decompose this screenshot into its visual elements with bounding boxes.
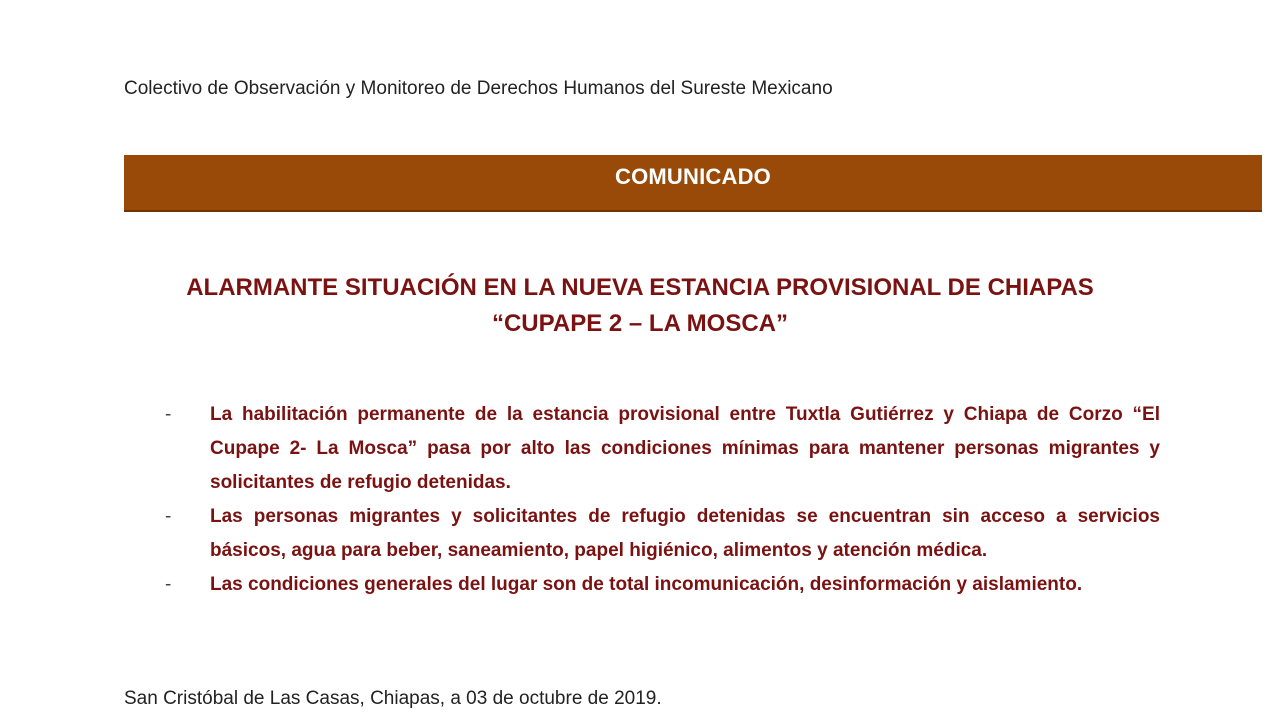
list-item <box>165 568 1160 602</box>
key-points-list <box>165 398 1160 602</box>
list-item <box>165 398 1160 500</box>
banner-title: COMUNICADO <box>615 164 771 189</box>
list-item-text: Las personas migrantes y solicitantes de refugio detenidas se encuentran sin acceso a servicios básicos, agua para beber, saneamiento, papel higiénico, alimentos y atención médica. <box>210 506 1160 561</box>
bullet-marker: - <box>165 506 172 527</box>
headline-line-2: “CUPAPE 2 – LA MOSCA” <box>491 310 789 337</box>
bullet-marker: - <box>165 574 172 595</box>
list-item-text: Las condiciones generales del lugar son de total incomunicación, desinformación y aislamiento. <box>210 574 1083 595</box>
list-item <box>165 500 1160 568</box>
place-and-date: San Cristóbal de Las Casas, Chiapas, a 03 de octubre de 2019. <box>124 688 662 709</box>
headline-line-1: ALARMANTE SITUACIÓN EN LA NUEVA ESTANCIA PROVISIONAL DE CHIAPAS <box>186 274 1094 301</box>
list-item-text: La habilitación permanente de la estancia provisional entre Tuxtla Gutiérrez y Chiapa de Corzo “El Cupape 2- La Mosca” pasa por alto las condiciones mínimas para mantener personas migrantes y solicitantes de refugio detenidas. <box>210 404 1160 493</box>
title-banner <box>124 155 1262 212</box>
organization-name: Colectivo de Observación y Monitoreo de Derechos Humanos del Sureste Mexicano <box>124 78 833 99</box>
headline <box>110 270 1170 342</box>
bullet-marker: - <box>165 404 172 425</box>
